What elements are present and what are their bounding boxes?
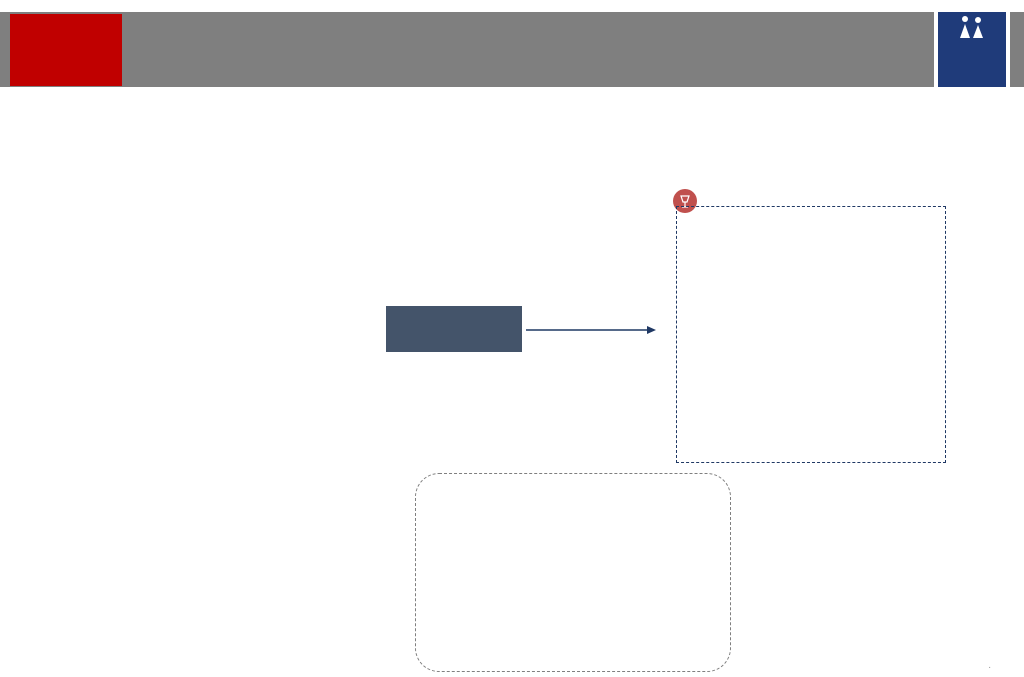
arrow-head-icon (647, 326, 656, 334)
page-marker: · (988, 662, 992, 673)
total-souvent-box (415, 473, 731, 672)
total-oui-box (386, 306, 522, 352)
retenir-box (676, 206, 946, 463)
